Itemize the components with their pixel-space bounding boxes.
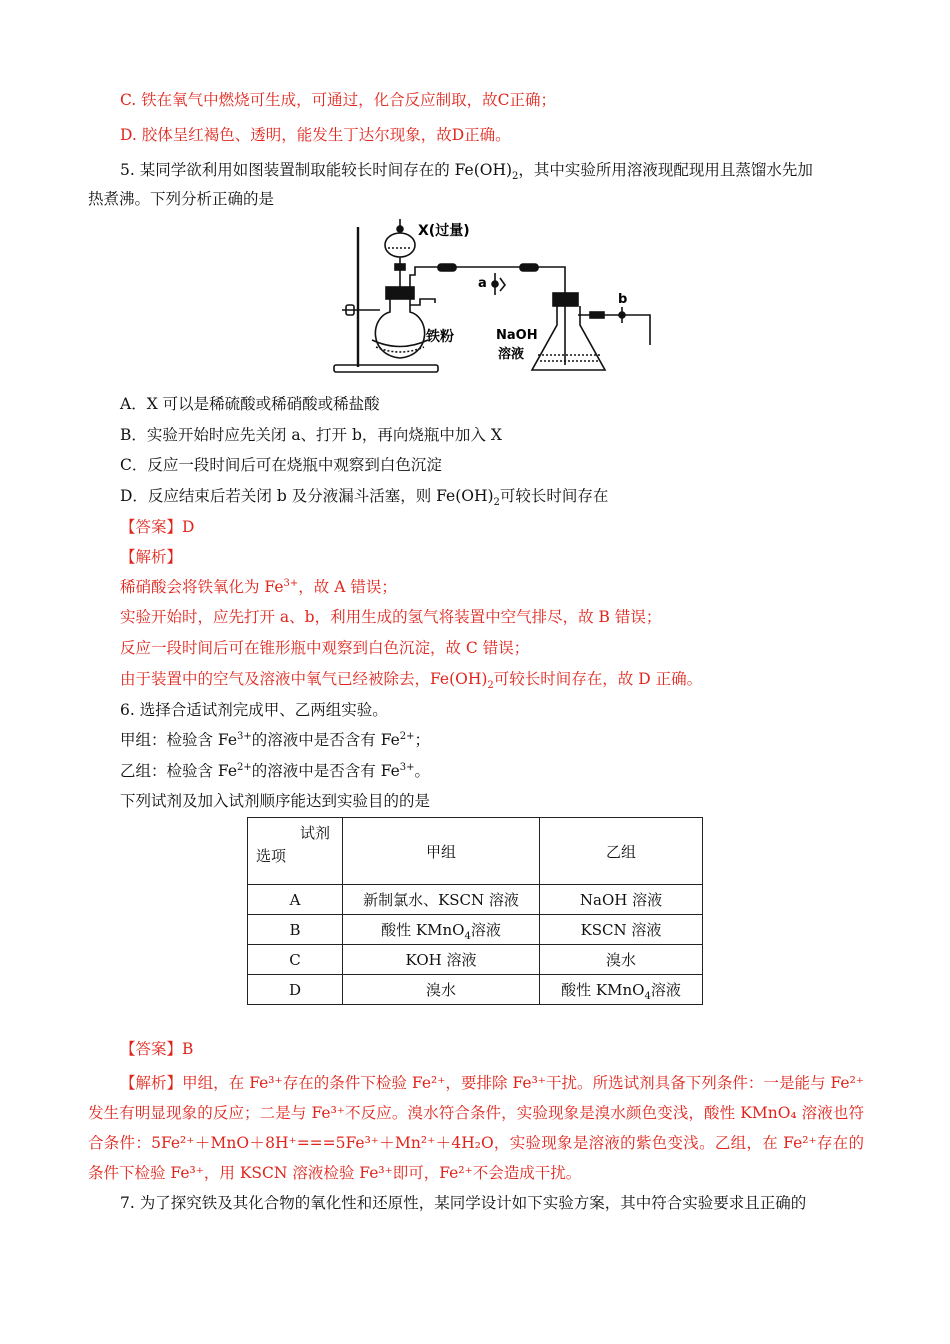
table-header-jia: 甲组 xyxy=(343,818,540,885)
apparatus-figure xyxy=(320,215,670,380)
q5-analysis-line2: 实验开始时，应先打开 a、b，利用生成的氢气将装置中空气排尽，故 B 错误； xyxy=(120,608,662,626)
prev-option-d: D. 胶体呈红褐色、透明，能发生丁达尔现象，故D正确。 xyxy=(120,126,511,144)
q5-answer: 【答案】D xyxy=(120,518,195,536)
label-a: a xyxy=(478,276,487,291)
table-corner: 试剂 选项 xyxy=(248,818,343,885)
q5-analysis-line4: 由于装置中的空气及溶液中氧气已经被除去，$Fe(OH)_2$可较长时间存在，故 D 正确。 xyxy=(120,670,703,692)
label-solution: 溶液 xyxy=(498,347,525,362)
table-header-yi: 乙组 xyxy=(540,818,703,885)
table-row xyxy=(248,975,703,1005)
table-cell-jia: 溴水 xyxy=(343,975,540,1005)
table-cell-yi: NaOH 溶液 xyxy=(540,885,703,915)
q7-stem: 7. 为了探究铁及其化合物的氧化性和还原性，某同学设计如下实验方案，其中符合实验要求且正确的 xyxy=(120,1194,807,1212)
q6-answer: 【答案】B xyxy=(120,1040,194,1058)
table-header-row xyxy=(248,818,703,885)
q5-option-b: B．实验开始时应先关闭 a、打开 b，再向烧瓶中加入 X xyxy=(120,426,502,444)
table-cell-yi: 酸性 KMnO$_4$溶液 xyxy=(540,975,703,1005)
q5-analysis-label: 【解析】 xyxy=(120,548,183,566)
q5-stem-line2: 热煮沸。下列分析正确的是 xyxy=(88,190,275,208)
table-cell-jia: KOH 溶液 xyxy=(343,945,540,975)
table-cell-option: C xyxy=(248,945,343,975)
q6-jia-group: 甲组：检验含 $Fe^{3+}$的溶液中是否含有 $Fe^{2+}$； xyxy=(120,730,431,749)
q6-analysis: 【解析】甲组，在 Fe³⁺存在的条件下检验 Fe²⁺，要排除 Fe³⁺干扰。所选试剂具备下列条件：一是能与 Fe²⁺发生有明显现象的反应；二是与 Fe³⁺不反应。溴水符合条件，实验现象是溴水颜色变浅，酸性 KMnO₄ 溶液也符合条件：5Fe²⁺＋MnO＋8H⁺===5Fe³⁺＋Mn²⁺＋4H₂O，实验现象是溶液的紫色变浅。乙组，在 Fe²⁺存在的条件下检验 Fe³⁺，用 KSCN 溶液检验 Fe³⁺即可，Fe²⁺不会造成干扰。 xyxy=(88,1074,864,1182)
table-cell-option: A xyxy=(248,885,343,915)
q5-option-d: D．反应结束后若关闭 b 及分液漏斗活塞，则 $Fe(OH)_2$可较长时间存在 xyxy=(120,487,609,509)
table-row xyxy=(248,915,703,945)
label-x: X(过量) xyxy=(418,223,470,239)
q6-yi-group: 乙组：检验含 $Fe^{2+}$的溶液中是否含有 $Fe^{3+}$。 xyxy=(120,761,431,780)
prev-option-c: C. 铁在氧气中燃烧可生成，可通过，化合反应制取，故C正确； xyxy=(120,91,557,109)
table-row xyxy=(248,945,703,975)
q5-option-c: C．反应一段时间后可在烧瓶中观察到白色沉淀 xyxy=(120,456,442,474)
label-naoh: NaOH xyxy=(496,328,538,343)
q5-stem-line1: 5. 某同学欲利用如图装置制取能较长时间存在的 $Fe(OH)_2$，其中实验所用溶液现配现用且蒸馏水先加 xyxy=(120,161,813,183)
table-cell-option: D xyxy=(248,975,343,1005)
table-cell-jia: 新制氯水、KSCN 溶液 xyxy=(343,885,540,915)
q5-option-a: A．X 可以是稀硫酸或稀硝酸或稀盐酸 xyxy=(120,395,380,413)
reagent-table xyxy=(247,817,703,1005)
table-cell-yi: 溴水 xyxy=(540,945,703,975)
table-cell-yi: KSCN 溶液 xyxy=(540,915,703,945)
table-cell-option: B xyxy=(248,915,343,945)
table-cell-jia: 酸性 KMnO$_4$溶液 xyxy=(343,915,540,945)
label-iron-powder: 铁粉 xyxy=(426,329,454,345)
q6-stem: 6. 选择合适试剂完成甲、乙两组实验。 xyxy=(120,701,388,719)
q5-analysis-line1: 稀硝酸会将铁氧化为 $Fe^{3+}$，故 A 错误； xyxy=(120,577,397,596)
q5-analysis-line3: 反应一段时间后可在锥形瓶中观察到白色沉淀，故 C 错误； xyxy=(120,639,530,657)
table-row xyxy=(248,885,703,915)
label-b: b xyxy=(618,292,628,307)
q6-ask: 下列试剂及加入试剂顺序能达到实验目的的是 xyxy=(120,792,431,810)
